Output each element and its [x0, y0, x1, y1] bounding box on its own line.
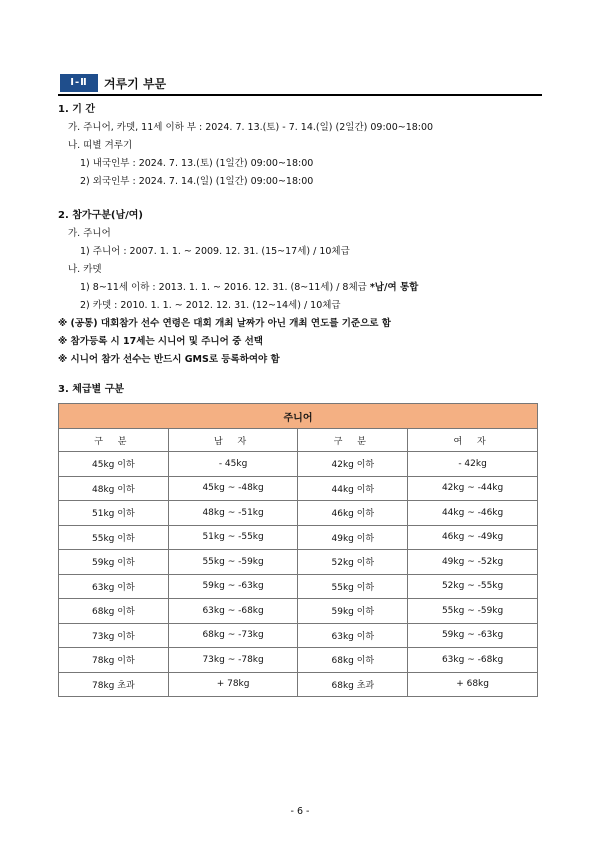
period-line: 나. 띠별 겨루기: [68, 140, 133, 151]
table-cell: 51kg ~ -55kg: [168, 525, 298, 550]
table-cell: 42kg ~ -44kg: [408, 476, 538, 501]
table-cell: 42kg 이하: [298, 452, 408, 477]
table-cell: + 68kg: [408, 672, 538, 697]
table-cell: 73kg 이하: [59, 623, 169, 648]
table-cell: 68kg 이하: [59, 599, 169, 624]
table-cell: 51kg 이하: [59, 501, 169, 526]
division-line: [80, 281, 418, 295]
table-cell: 45kg ~ -48kg: [168, 476, 298, 501]
note-line: ※ (공통) 대회참가 선수 연령은 대회 개최 날짜가 아닌 개최 연도를 기준으로 함: [58, 318, 391, 329]
table-cell: 44kg 이하: [298, 476, 408, 501]
table-cell: 68kg 이하: [298, 648, 408, 673]
table-row: [59, 525, 538, 550]
table-cell: 46kg 이하: [298, 501, 408, 526]
table-cell: 59kg ~ -63kg: [168, 574, 298, 599]
section-badge: Ⅰ-Ⅱ: [60, 74, 98, 92]
table-row: [59, 476, 538, 501]
table-row: [59, 550, 538, 575]
table-cell: 63kg ~ -68kg: [168, 599, 298, 624]
table-cell: 59kg ~ -63kg: [408, 623, 538, 648]
table-row: [59, 672, 538, 697]
table-cell: 44kg ~ -46kg: [408, 501, 538, 526]
section-header: [58, 72, 542, 96]
table-cell: 55kg 이하: [59, 525, 169, 550]
table-row: [59, 623, 538, 648]
column-header: 구 분: [59, 429, 169, 452]
table-cell: 52kg ~ -55kg: [408, 574, 538, 599]
division-line: 2) 카뎃 : 2010. 1. 1. ~ 2012. 12. 31. (12~14세) / 10체급: [80, 300, 341, 311]
note-line: ※ 참가등록 시 17세는 시니어 및 주니어 중 선택: [58, 336, 263, 347]
table-cell: 68kg 초과: [298, 672, 408, 697]
table-cell: 63kg 이하: [59, 574, 169, 599]
division-heading: 2. 참가구분(남/여): [58, 210, 143, 221]
table-cell: 78kg 이하: [59, 648, 169, 673]
table-cell: - 42kg: [408, 452, 538, 477]
group-label: 주니어: [59, 404, 538, 429]
table-cell: 55kg 이하: [298, 574, 408, 599]
division-line: 1) 주니어 : 2007. 1. 1. ~ 2009. 12. 31. (15~17세) / 10체급: [80, 246, 350, 257]
table-cell: 78kg 초과: [59, 672, 169, 697]
table-header-row: [59, 429, 538, 452]
column-header: 구 분: [298, 429, 408, 452]
table-cell: 49kg ~ -52kg: [408, 550, 538, 575]
weights-heading: 3. 체급별 구분: [58, 384, 125, 395]
table-cell: + 78kg: [168, 672, 298, 697]
section-title: 겨루기 부문: [104, 77, 167, 91]
table-cell: 49kg 이하: [298, 525, 408, 550]
period-line: 1) 내국인부 : 2024. 7. 13.(토) (1일간) 09:00~18:00: [80, 158, 314, 169]
table-cell: 68kg ~ -73kg: [168, 623, 298, 648]
table-cell: 59kg 이하: [298, 599, 408, 624]
column-header: 남 자: [168, 429, 298, 452]
table-row: [59, 648, 538, 673]
table-cell: 48kg ~ -51kg: [168, 501, 298, 526]
period-line: 가. 주니어, 카뎃, 11세 이하 부 : 2024. 7. 13.(토) - 7. 14.(일) (2일간) 09:00~18:00: [68, 122, 434, 133]
table-cell: 73kg ~ -78kg: [168, 648, 298, 673]
table-row: [59, 501, 538, 526]
table-cell: 59kg 이하: [59, 550, 169, 575]
table-cell: 45kg 이하: [59, 452, 169, 477]
column-header: 여 자: [408, 429, 538, 452]
table-row: [59, 599, 538, 624]
table-cell: - 45kg: [168, 452, 298, 477]
table-cell: 55kg ~ -59kg: [408, 599, 538, 624]
page-number: - 6 -: [290, 806, 310, 817]
table-cell: 52kg 이하: [298, 550, 408, 575]
table-cell: 63kg 이하: [298, 623, 408, 648]
mixed-gender-note: *남/여 통합: [369, 282, 419, 293]
division-line: 나. 카뎃: [68, 264, 102, 275]
period-heading: 1. 기 간: [58, 104, 96, 115]
division-line: 가. 주니어: [68, 228, 111, 239]
note-line: ※ 시니어 참가 선수는 반드시 GMS로 등록하여야 함: [58, 354, 280, 365]
table-group-row: [59, 404, 538, 429]
table-cell: 48kg 이하: [59, 476, 169, 501]
division-line-text: 1) 8~11세 이하 : 2013. 1. 1. ~ 2016. 12. 31. (8~11세) / 8체급: [80, 282, 370, 293]
period-line: 2) 외국인부 : 2024. 7. 14.(일) (1일간) 09:00~18:00: [80, 176, 314, 187]
table-row: [59, 574, 538, 599]
table-cell: 55kg ~ -59kg: [168, 550, 298, 575]
table-cell: 63kg ~ -68kg: [408, 648, 538, 673]
table-cell: 46kg ~ -49kg: [408, 525, 538, 550]
weight-class-table: [58, 403, 538, 697]
table-row: [59, 452, 538, 477]
table-body: [59, 452, 538, 697]
